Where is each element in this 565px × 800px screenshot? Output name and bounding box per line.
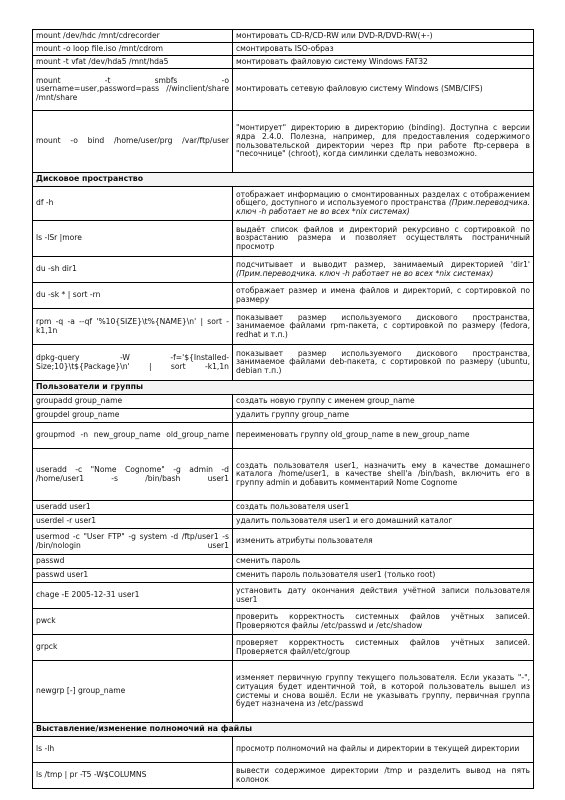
description-cell	[233, 30, 534, 43]
description-text: создать пользователя user1, назначить ему в качестве домашнего каталога /home/user1, в качестве shell'а /bin/bash, включить его в группу admin и добавить комментарий Nome Cognome	[236, 460, 530, 487]
description-cell	[233, 395, 534, 409]
description-text: изменяет первичную группу текущего пользователя. Если указать "-", ситуация будет идентичной той, в которой пользователь вышел из системы и снова вошёл. Если не указывать группу, первичная группа будет назначена из /etc/passwd	[236, 673, 530, 709]
table-row	[33, 30, 534, 43]
table-row	[33, 409, 534, 423]
description-text: проверить корректность системных файлов учётных записей. Проверяются файлы /etc/passwd и /etc/shadow	[236, 611, 530, 630]
table-row	[33, 763, 534, 789]
command-cell: ls -lSr |more	[33, 221, 233, 257]
description-text: удалить пользователя user1 и его домашний каталог	[236, 516, 453, 526]
description-cell	[233, 501, 534, 515]
command-cell: grpck	[33, 635, 233, 661]
command-cell: dpkg-query -W -f='${Installed-Size;10}\t${Package}\n' | sort -k1,1n	[33, 345, 233, 381]
translator-note: (Прим.переводчика. ключ -h работает не во всех *nix системах)	[236, 268, 494, 278]
command-cell: mount /dev/hdc /mnt/cdrecorder	[33, 30, 233, 43]
description-text: создать пользователя user1	[236, 502, 350, 512]
description-cell	[233, 515, 534, 529]
description-text: показывает размер используемого дискового пространства, занимаемое файлами deb-пакета, с сортировкой по размеру (ubuntu, debian т.п.)	[236, 348, 530, 375]
description-text: монтировать CD-R/CD-RW или DVD-R/DVD-RW(+-)	[236, 30, 433, 40]
table-row	[33, 283, 534, 309]
description-text: подсчитывает и выводит размер, занимаемый директорией 'dir1'	[236, 259, 530, 269]
description-text: монтировать сетевую файловую систему Windows (SMB/CIFS)	[236, 84, 483, 94]
command-cell: userdel -r user1	[33, 515, 233, 529]
description-cell	[233, 187, 534, 221]
command-cell: du -sh dir1	[33, 257, 233, 283]
command-cell: mount -o loop file.iso /mnt/cdrom	[33, 43, 233, 56]
description-text: показывает размер используемого дискового пространства, занимаемое файлами rpm-пакета, с сортировкой по размеру (fedora, redhat и т.п.)	[236, 312, 530, 339]
section-header-row	[33, 381, 534, 395]
description-cell	[233, 283, 534, 309]
description-text: сменить пароль	[236, 556, 301, 566]
command-cell: mount -t vfat /dev/hda5 /mnt/hda5	[33, 56, 233, 69]
table-row	[33, 309, 534, 345]
description-cell	[233, 529, 534, 555]
translator-note: (Прим.переводчика. ключ -h работает не во всех *nix системах)	[236, 198, 530, 216]
table-row	[33, 501, 534, 515]
section-title: Выставление/изменение полномочий на файлы	[33, 723, 534, 737]
description-text: сменить пароль пользователя user1 (только root)	[236, 570, 436, 580]
table-row	[33, 345, 534, 381]
table-row	[33, 569, 534, 583]
section-title: Пользователи и группы	[33, 381, 534, 395]
command-reference-page	[32, 29, 534, 789]
description-cell	[233, 583, 534, 609]
command-cell: mount -o bind /home/user/prg /var/ftp/user	[33, 111, 233, 173]
description-cell	[233, 609, 534, 635]
command-cell: groupadd group_name	[33, 395, 233, 409]
section-header-row	[33, 173, 534, 187]
description-cell	[233, 449, 534, 501]
command-cell: du -sk * | sort -rn	[33, 283, 233, 309]
description-cell	[233, 43, 534, 56]
command-cell: pwck	[33, 609, 233, 635]
table-row	[33, 515, 534, 529]
table-row	[33, 449, 534, 501]
table-row	[33, 555, 534, 569]
description-cell	[233, 111, 534, 173]
description-cell	[233, 56, 534, 69]
command-cell: groupdel group_name	[33, 409, 233, 423]
section-header-row	[33, 723, 534, 737]
command-cell: chage -E 2005-12-31 user1	[33, 583, 233, 609]
table-row	[33, 69, 534, 111]
section-title: Дисковое пространство	[33, 173, 534, 187]
description-text: выдаёт список файлов и директорий рекурсивно с сортировкой по возрастанию размера и позволяет осуществлять постраничный просмотр	[236, 224, 530, 251]
table-row	[33, 221, 534, 257]
table-row	[33, 111, 534, 173]
description-text: создать новую группу с именем group_name	[236, 396, 415, 406]
description-text: установить дату окончания действия учётной записи пользователя user1	[236, 585, 530, 604]
command-cell: newgrp [-] group_name	[33, 661, 233, 723]
description-cell	[233, 635, 534, 661]
description-text: монтировать файловую систему Windows FAT32	[236, 56, 428, 66]
description-cell	[233, 345, 534, 381]
command-cell: df -h	[33, 187, 233, 221]
command-cell: mount -t smbfs -o username=user,password=pass //winclient/share /mnt/share	[33, 69, 233, 111]
table-row	[33, 609, 534, 635]
command-cell: ls -lh	[33, 737, 233, 763]
table-row	[33, 635, 534, 661]
command-cell: ls /tmp | pr -T5 -W$COLUMNS	[33, 763, 233, 789]
description-text: отображает информацию о смонтированных разделах с отображением общего, доступного и используемого пространства	[236, 189, 530, 208]
description-cell	[233, 661, 534, 723]
description-text: "монтирует" директорию в директорию (binding). Доступна с версии ядра 2.4.0. Полезна, например, для предоставления содержимого пользовательской директории через ftp при работе ftp-сервера в "песочнице" (chroot), когда симлинки сделать невозможно.	[236, 123, 530, 159]
description-text: смонтировать ISO-образ	[236, 43, 334, 53]
table-row	[33, 257, 534, 283]
description-text: удалить группу group_name	[236, 410, 350, 420]
description-cell	[233, 409, 534, 423]
description-cell	[233, 763, 534, 789]
description-cell	[233, 569, 534, 583]
description-text: изменить атрибуты пользователя	[236, 536, 373, 546]
command-cell: passwd	[33, 555, 233, 569]
command-cell: rpm -q -a --qf '%10{SIZE}\t%{NAME}\n' | sort -k1,1n	[33, 309, 233, 345]
table-row	[33, 737, 534, 763]
command-cell: passwd user1	[33, 569, 233, 583]
description-cell	[233, 257, 534, 283]
description-text: вывести содержимое директории /tmp и разделить вывод на пять колонок	[236, 765, 530, 784]
table-row	[33, 583, 534, 609]
command-cell: groupmod -n new_group_name old_group_name	[33, 423, 233, 449]
description-text: проверяет корректность системных файлов учётных записей. Проверяется файл/etc/group	[236, 637, 530, 656]
description-cell	[233, 69, 534, 111]
description-cell	[233, 737, 534, 763]
table-row	[33, 529, 534, 555]
command-cell: useradd -c "Nome Cognome" -g admin -d /home/user1 -s /bin/bash user1	[33, 449, 233, 501]
description-cell	[233, 309, 534, 345]
table-row	[33, 423, 534, 449]
command-table-body	[33, 30, 534, 789]
table-row	[33, 187, 534, 221]
description-cell	[233, 555, 534, 569]
table-row	[33, 395, 534, 409]
description-cell	[233, 221, 534, 257]
description-cell	[233, 423, 534, 449]
description-text: отображает размер и имена файлов и директорий, с сортировкой по размеру	[236, 285, 530, 304]
table-row	[33, 56, 534, 69]
command-cell: useradd user1	[33, 501, 233, 515]
command-cell: usermod -c "User FTP" -g system -d /ftp/user1 -s /bin/nologin user1	[33, 529, 233, 555]
description-text: переименовать группу old_group_name в new_group_name	[236, 430, 470, 440]
command-table	[32, 29, 534, 789]
table-row	[33, 661, 534, 723]
table-row	[33, 43, 534, 56]
description-text: просмотр полномочий на файлы и директории в текущей директории	[236, 744, 520, 754]
